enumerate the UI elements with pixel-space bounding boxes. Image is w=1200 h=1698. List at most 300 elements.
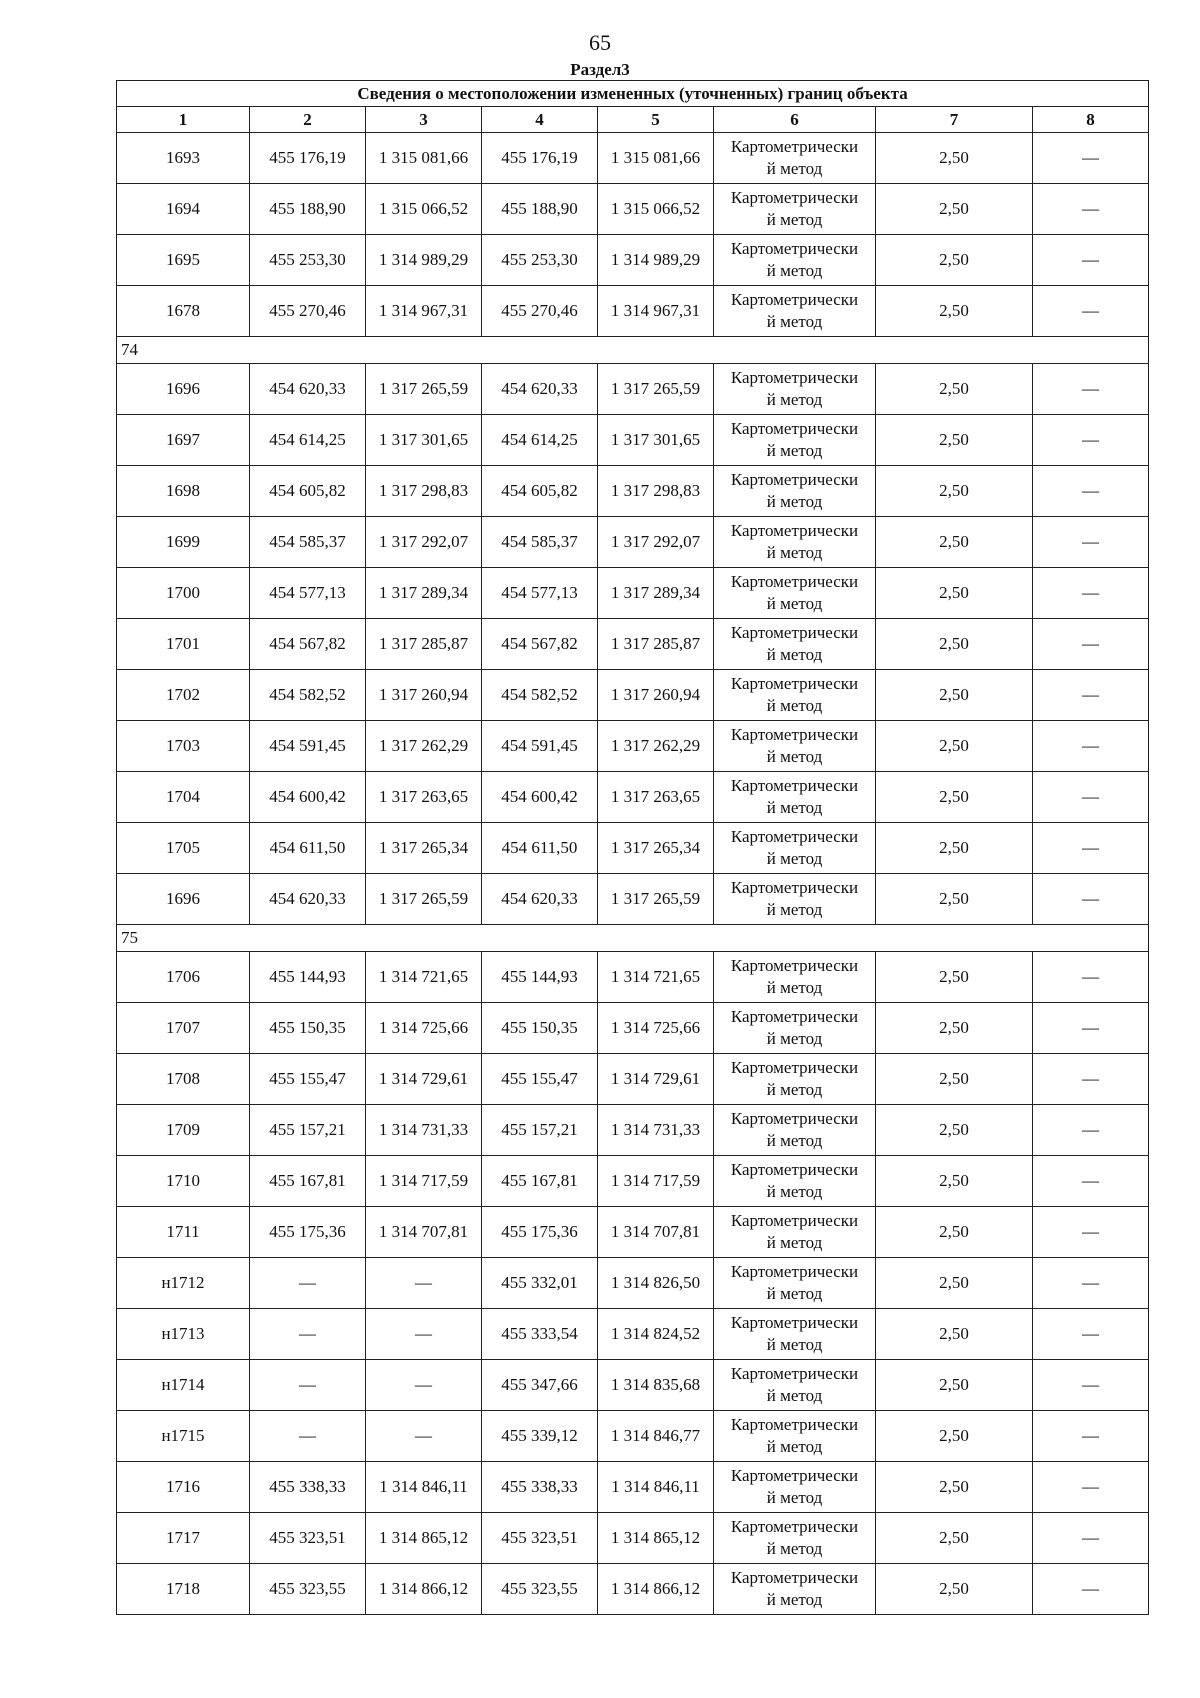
method-line: й метод	[766, 696, 823, 715]
table-cell: 2,50	[876, 184, 1033, 235]
table-cell: 1 317 289,34	[366, 568, 482, 619]
table-cell: 1 314 717,59	[366, 1156, 482, 1207]
table-row	[117, 874, 1149, 925]
method-line: й метод	[766, 1182, 823, 1201]
table-cell: 2,50	[876, 670, 1033, 721]
table-cell: 455 157,21	[250, 1105, 366, 1156]
table-cell: 455 150,35	[482, 1003, 598, 1054]
table-row	[117, 466, 1149, 517]
method-line: Картометрически	[730, 1211, 859, 1230]
table-cell: 1 314 725,66	[366, 1003, 482, 1054]
method-line: й метод	[766, 390, 823, 409]
table-cell: 1 317 285,87	[598, 619, 714, 670]
table-cell: —	[1033, 1003, 1149, 1054]
method-line: Картометрически	[730, 137, 859, 156]
table-cell: 1 317 292,07	[366, 517, 482, 568]
table-cell: 454 585,37	[250, 517, 366, 568]
table-cell: —	[1033, 466, 1149, 517]
table-cell: —	[250, 1309, 366, 1360]
table-row	[117, 1258, 1149, 1309]
table-caption: Сведения о местоположении измененных (уточненных) границ объекта	[117, 81, 1149, 107]
table-cell: 1 314 707,81	[598, 1207, 714, 1258]
table-cell: н1715	[117, 1411, 250, 1462]
column-header: 6	[714, 107, 876, 133]
method-line: Картометрически	[730, 1364, 859, 1383]
method-line: й метод	[766, 1386, 823, 1405]
table-cell: 1711	[117, 1207, 250, 1258]
table-cell: —	[1033, 670, 1149, 721]
table-cell: 1698	[117, 466, 250, 517]
table-cell: 2,50	[876, 1003, 1033, 1054]
table-cell: 455 176,19	[250, 133, 366, 184]
method-line: й метод	[766, 441, 823, 460]
table-cell: 455 144,93	[250, 952, 366, 1003]
table-caption-row	[117, 81, 1149, 107]
table-cell: 454 620,33	[250, 364, 366, 415]
table-cell: 2,50	[876, 1156, 1033, 1207]
table-cell: 455 144,93	[482, 952, 598, 1003]
table-cell: 1 317 265,34	[366, 823, 482, 874]
table-cell: 1716	[117, 1462, 250, 1513]
method-line: й метод	[766, 1029, 823, 1048]
group-row	[117, 925, 1149, 952]
table-cell: 1710	[117, 1156, 250, 1207]
column-header: 1	[117, 107, 250, 133]
table-cell: 454 620,33	[482, 874, 598, 925]
table-cell: —	[250, 1258, 366, 1309]
method-line: Картометрически	[730, 878, 859, 897]
method-line: Картометрически	[730, 419, 859, 438]
method-cell	[714, 952, 876, 1003]
table-cell: 1 314 731,33	[598, 1105, 714, 1156]
table-cell: 1699	[117, 517, 250, 568]
table-cell: 1 314 729,61	[366, 1054, 482, 1105]
group-label: 74	[117, 337, 1149, 364]
table-cell: 2,50	[876, 568, 1033, 619]
method-line: й метод	[766, 1335, 823, 1354]
table-cell: 455 270,46	[250, 286, 366, 337]
table-row	[117, 1513, 1149, 1564]
table-cell: 2,50	[876, 1054, 1033, 1105]
table-cell: 455 339,12	[482, 1411, 598, 1462]
method-line: Картометрически	[730, 1160, 859, 1179]
table-cell: 454 582,52	[482, 670, 598, 721]
table-cell: 1 317 262,29	[366, 721, 482, 772]
table-cell: 1 314 846,11	[598, 1462, 714, 1513]
table-cell: 1696	[117, 364, 250, 415]
table-cell: 1 314 729,61	[598, 1054, 714, 1105]
table-cell: 455 167,81	[250, 1156, 366, 1207]
table-cell: н1714	[117, 1360, 250, 1411]
table-cell: —	[1033, 952, 1149, 1003]
table-row	[117, 1156, 1149, 1207]
table-cell: —	[366, 1360, 482, 1411]
table-cell: 1706	[117, 952, 250, 1003]
column-header: 7	[876, 107, 1033, 133]
table-cell: 2,50	[876, 1411, 1033, 1462]
table-cell: 1 317 301,65	[366, 415, 482, 466]
method-cell	[714, 364, 876, 415]
table-row	[117, 1207, 1149, 1258]
method-line: й метод	[766, 210, 823, 229]
table-row	[117, 1105, 1149, 1156]
table-cell: —	[1033, 772, 1149, 823]
method-cell	[714, 286, 876, 337]
table-cell: 1693	[117, 133, 250, 184]
table-cell: 1701	[117, 619, 250, 670]
table-cell: 2,50	[876, 1207, 1033, 1258]
method-line: й метод	[766, 312, 823, 331]
method-cell	[714, 1564, 876, 1615]
table-cell: 1707	[117, 1003, 250, 1054]
table-cell: 1 314 717,59	[598, 1156, 714, 1207]
table-cell: —	[1033, 1258, 1149, 1309]
table-cell: —	[366, 1309, 482, 1360]
table-cell: 1 314 835,68	[598, 1360, 714, 1411]
method-cell	[714, 1462, 876, 1513]
table-cell: 1 317 298,83	[598, 466, 714, 517]
table-cell: 455 253,30	[482, 235, 598, 286]
table-cell: 2,50	[876, 517, 1033, 568]
method-cell	[714, 823, 876, 874]
table-cell: —	[1033, 1207, 1149, 1258]
table-cell: 1694	[117, 184, 250, 235]
method-line: Картометрически	[730, 1466, 859, 1485]
method-line: й метод	[766, 798, 823, 817]
method-line: й метод	[766, 159, 823, 178]
method-cell	[714, 1258, 876, 1309]
method-line: Картометрически	[730, 827, 859, 846]
table-row	[117, 1564, 1149, 1615]
table-cell: 1 315 066,52	[598, 184, 714, 235]
table-row	[117, 1054, 1149, 1105]
table-cell: 455 155,47	[482, 1054, 598, 1105]
method-line: й метод	[766, 1233, 823, 1252]
table-cell: 1 317 301,65	[598, 415, 714, 466]
table-cell: 454 600,42	[482, 772, 598, 823]
method-line: Картометрически	[730, 1007, 859, 1026]
table-cell: 1 317 263,65	[598, 772, 714, 823]
table-cell: 1 315 081,66	[366, 133, 482, 184]
method-line: й метод	[766, 1080, 823, 1099]
method-line: Картометрически	[730, 1058, 859, 1077]
method-cell	[714, 466, 876, 517]
group-row	[117, 337, 1149, 364]
table-cell: 454 567,82	[482, 619, 598, 670]
table-cell: 2,50	[876, 1105, 1033, 1156]
table-cell: —	[1033, 1564, 1149, 1615]
table-cell: 1696	[117, 874, 250, 925]
table-row	[117, 286, 1149, 337]
table-cell: 1 317 260,94	[598, 670, 714, 721]
method-line: Картометрически	[730, 1313, 859, 1332]
table-row	[117, 1360, 1149, 1411]
table-cell: 455 157,21	[482, 1105, 598, 1156]
table-cell: 455 253,30	[250, 235, 366, 286]
table-cell: 455 332,01	[482, 1258, 598, 1309]
table-cell: —	[1033, 1513, 1149, 1564]
table-cell: 455 323,51	[250, 1513, 366, 1564]
table-cell: 454 577,13	[250, 568, 366, 619]
table-cell: 2,50	[876, 1360, 1033, 1411]
table-cell: 2,50	[876, 1258, 1033, 1309]
table-cell: 1 314 824,52	[598, 1309, 714, 1360]
method-line: й метод	[766, 900, 823, 919]
table-cell: 1703	[117, 721, 250, 772]
method-line: Картометрически	[730, 521, 859, 540]
table-cell: —	[1033, 1105, 1149, 1156]
method-cell	[714, 1309, 876, 1360]
table-cell: 454 611,50	[250, 823, 366, 874]
method-line: Картометрически	[730, 470, 859, 489]
table-cell: —	[1033, 619, 1149, 670]
table-cell: 1 315 081,66	[598, 133, 714, 184]
table-cell: 1702	[117, 670, 250, 721]
table-cell: 2,50	[876, 619, 1033, 670]
section-title: Раздел3	[570, 60, 630, 79]
table-row	[117, 184, 1149, 235]
method-cell	[714, 568, 876, 619]
method-cell	[714, 235, 876, 286]
table-cell: 454 567,82	[250, 619, 366, 670]
table-cell: —	[1033, 721, 1149, 772]
table-row	[117, 670, 1149, 721]
table-cell: 454 611,50	[482, 823, 598, 874]
method-line: й метод	[766, 1590, 823, 1609]
table-cell: 455 338,33	[250, 1462, 366, 1513]
table-cell: 455 333,54	[482, 1309, 598, 1360]
table-cell: 1 314 826,50	[598, 1258, 714, 1309]
table-cell: 2,50	[876, 466, 1033, 517]
method-line: Картометрически	[730, 623, 859, 642]
table-cell: 2,50	[876, 364, 1033, 415]
table-cell: 1709	[117, 1105, 250, 1156]
table-cell: —	[1033, 286, 1149, 337]
table-cell: 1705	[117, 823, 250, 874]
method-line: Картометрически	[730, 956, 859, 975]
method-line: й метод	[766, 543, 823, 562]
column-header: 3	[366, 107, 482, 133]
method-line: Картометрически	[730, 239, 859, 258]
table-cell: 2,50	[876, 235, 1033, 286]
table-cell: —	[1033, 1360, 1149, 1411]
table-cell: 1 314 866,12	[598, 1564, 714, 1615]
method-cell	[714, 1003, 876, 1054]
table-row	[117, 823, 1149, 874]
table-cell: 455 188,90	[250, 184, 366, 235]
table-cell: 454 591,45	[250, 721, 366, 772]
column-header: 2	[250, 107, 366, 133]
table-cell: 454 582,52	[250, 670, 366, 721]
method-line: Картометрически	[730, 368, 859, 387]
table-cell: 1 314 967,31	[366, 286, 482, 337]
table-cell: 1717	[117, 1513, 250, 1564]
table-cell: 455 338,33	[482, 1462, 598, 1513]
table-cell: —	[1033, 415, 1149, 466]
table-cell: 1 317 260,94	[366, 670, 482, 721]
column-header: 4	[482, 107, 598, 133]
table-cell: 2,50	[876, 1462, 1033, 1513]
table-cell: 455 175,36	[482, 1207, 598, 1258]
table-cell: 454 605,82	[482, 466, 598, 517]
method-line: Картометрически	[730, 1109, 859, 1128]
table-cell: 1 317 265,59	[366, 364, 482, 415]
table-cell: 455 323,55	[482, 1564, 598, 1615]
table-cell: 1 317 265,59	[366, 874, 482, 925]
table-cell: —	[1033, 1309, 1149, 1360]
table-cell: 454 620,33	[250, 874, 366, 925]
table-cell: 1 317 265,34	[598, 823, 714, 874]
table-cell: —	[1033, 874, 1149, 925]
table-cell: 1 314 967,31	[598, 286, 714, 337]
table-cell: —	[1033, 823, 1149, 874]
table-cell: 454 585,37	[482, 517, 598, 568]
table-cell: 1708	[117, 1054, 250, 1105]
table-row	[117, 1309, 1149, 1360]
table-cell: 455 150,35	[250, 1003, 366, 1054]
table-cell: 1 317 262,29	[598, 721, 714, 772]
method-line: Картометрически	[730, 1415, 859, 1434]
table-cell: 1 314 721,65	[366, 952, 482, 1003]
table-cell: —	[1033, 364, 1149, 415]
table-row	[117, 568, 1149, 619]
method-cell	[714, 619, 876, 670]
table-cell: —	[1033, 184, 1149, 235]
method-line: й метод	[766, 1488, 823, 1507]
method-cell	[714, 1156, 876, 1207]
table-cell: 1 314 731,33	[366, 1105, 482, 1156]
table-cell: 1 317 298,83	[366, 466, 482, 517]
method-cell	[714, 415, 876, 466]
table-cell: 1 317 292,07	[598, 517, 714, 568]
table-cell: 1700	[117, 568, 250, 619]
method-line: Картометрически	[730, 572, 859, 591]
table-cell: 1 314 707,81	[366, 1207, 482, 1258]
table-cell: 2,50	[876, 952, 1033, 1003]
table-cell: —	[1033, 1156, 1149, 1207]
table-cell: 2,50	[876, 1309, 1033, 1360]
table-cell: 2,50	[876, 772, 1033, 823]
method-cell	[714, 1513, 876, 1564]
table-cell: н1712	[117, 1258, 250, 1309]
table-cell: —	[250, 1360, 366, 1411]
method-line: Картометрически	[730, 725, 859, 744]
method-line: Картометрически	[730, 188, 859, 207]
method-cell	[714, 721, 876, 772]
table-row	[117, 364, 1149, 415]
method-cell	[714, 1360, 876, 1411]
table-cell: 1 314 865,12	[366, 1513, 482, 1564]
method-cell	[714, 874, 876, 925]
method-line: й метод	[766, 1437, 823, 1456]
table-cell: 454 620,33	[482, 364, 598, 415]
method-line: Картометрически	[730, 1517, 859, 1536]
table-cell: 454 614,25	[482, 415, 598, 466]
table-cell: 1 317 263,65	[366, 772, 482, 823]
method-line: Картометрически	[730, 776, 859, 795]
table-cell: 1 314 725,66	[598, 1003, 714, 1054]
table-cell: —	[1033, 1462, 1149, 1513]
column-header: 8	[1033, 107, 1149, 133]
method-cell	[714, 1207, 876, 1258]
table-cell: —	[1033, 517, 1149, 568]
method-line: й метод	[766, 1131, 823, 1150]
table-cell: 1 317 265,59	[598, 364, 714, 415]
table-cell: —	[250, 1411, 366, 1462]
table-cell: 2,50	[876, 1513, 1033, 1564]
method-cell	[714, 772, 876, 823]
method-line: Картометрически	[730, 1262, 859, 1281]
table-row	[117, 1003, 1149, 1054]
table-row	[117, 772, 1149, 823]
table-row	[117, 517, 1149, 568]
table-cell: 1 315 066,52	[366, 184, 482, 235]
table-cell: —	[1033, 1411, 1149, 1462]
table-cell: 455 323,55	[250, 1564, 366, 1615]
table-cell: —	[1033, 1054, 1149, 1105]
table-cell: 1695	[117, 235, 250, 286]
table-cell: 1 317 265,59	[598, 874, 714, 925]
method-line: Картометрически	[730, 674, 859, 693]
table-cell: —	[1033, 235, 1149, 286]
method-line: й метод	[766, 747, 823, 766]
method-cell	[714, 1105, 876, 1156]
table-cell: 2,50	[876, 1564, 1033, 1615]
table-cell: 455 167,81	[482, 1156, 598, 1207]
table-cell: 1718	[117, 1564, 250, 1615]
table-cell: 1 314 846,11	[366, 1462, 482, 1513]
table-cell: —	[1033, 133, 1149, 184]
method-line: й метод	[766, 594, 823, 613]
table-cell: 454 591,45	[482, 721, 598, 772]
table-row	[117, 1462, 1149, 1513]
method-line: й метод	[766, 645, 823, 664]
table-cell: 455 347,66	[482, 1360, 598, 1411]
method-line: й метод	[766, 261, 823, 280]
table-cell: 454 605,82	[250, 466, 366, 517]
table-cell: 2,50	[876, 823, 1033, 874]
table-row	[117, 1411, 1149, 1462]
table-cell: 455 175,36	[250, 1207, 366, 1258]
method-line: Картометрически	[730, 290, 859, 309]
table-cell: 1 317 285,87	[366, 619, 482, 670]
coordinates-table	[116, 80, 1149, 1615]
method-cell	[714, 1411, 876, 1462]
table-cell: 454 600,42	[250, 772, 366, 823]
method-line: й метод	[766, 492, 823, 511]
table-cell: 1 314 989,29	[598, 235, 714, 286]
table-cell: 1704	[117, 772, 250, 823]
table-cell: 455 323,51	[482, 1513, 598, 1564]
method-line: й метод	[766, 1284, 823, 1303]
method-line: й метод	[766, 1539, 823, 1558]
table-cell: 455 176,19	[482, 133, 598, 184]
table-cell: 1 317 289,34	[598, 568, 714, 619]
method-cell	[714, 670, 876, 721]
table-cell: 2,50	[876, 286, 1033, 337]
column-header: 5	[598, 107, 714, 133]
method-line: й метод	[766, 849, 823, 868]
method-line: й метод	[766, 978, 823, 997]
table-cell: 2,50	[876, 874, 1033, 925]
group-label: 75	[117, 925, 1149, 952]
table-cell: 455 155,47	[250, 1054, 366, 1105]
table-cell: 1 314 866,12	[366, 1564, 482, 1615]
method-cell	[714, 517, 876, 568]
table-cell: 1697	[117, 415, 250, 466]
table-cell: 1 314 865,12	[598, 1513, 714, 1564]
coordinates-table-container	[116, 80, 1148, 1615]
